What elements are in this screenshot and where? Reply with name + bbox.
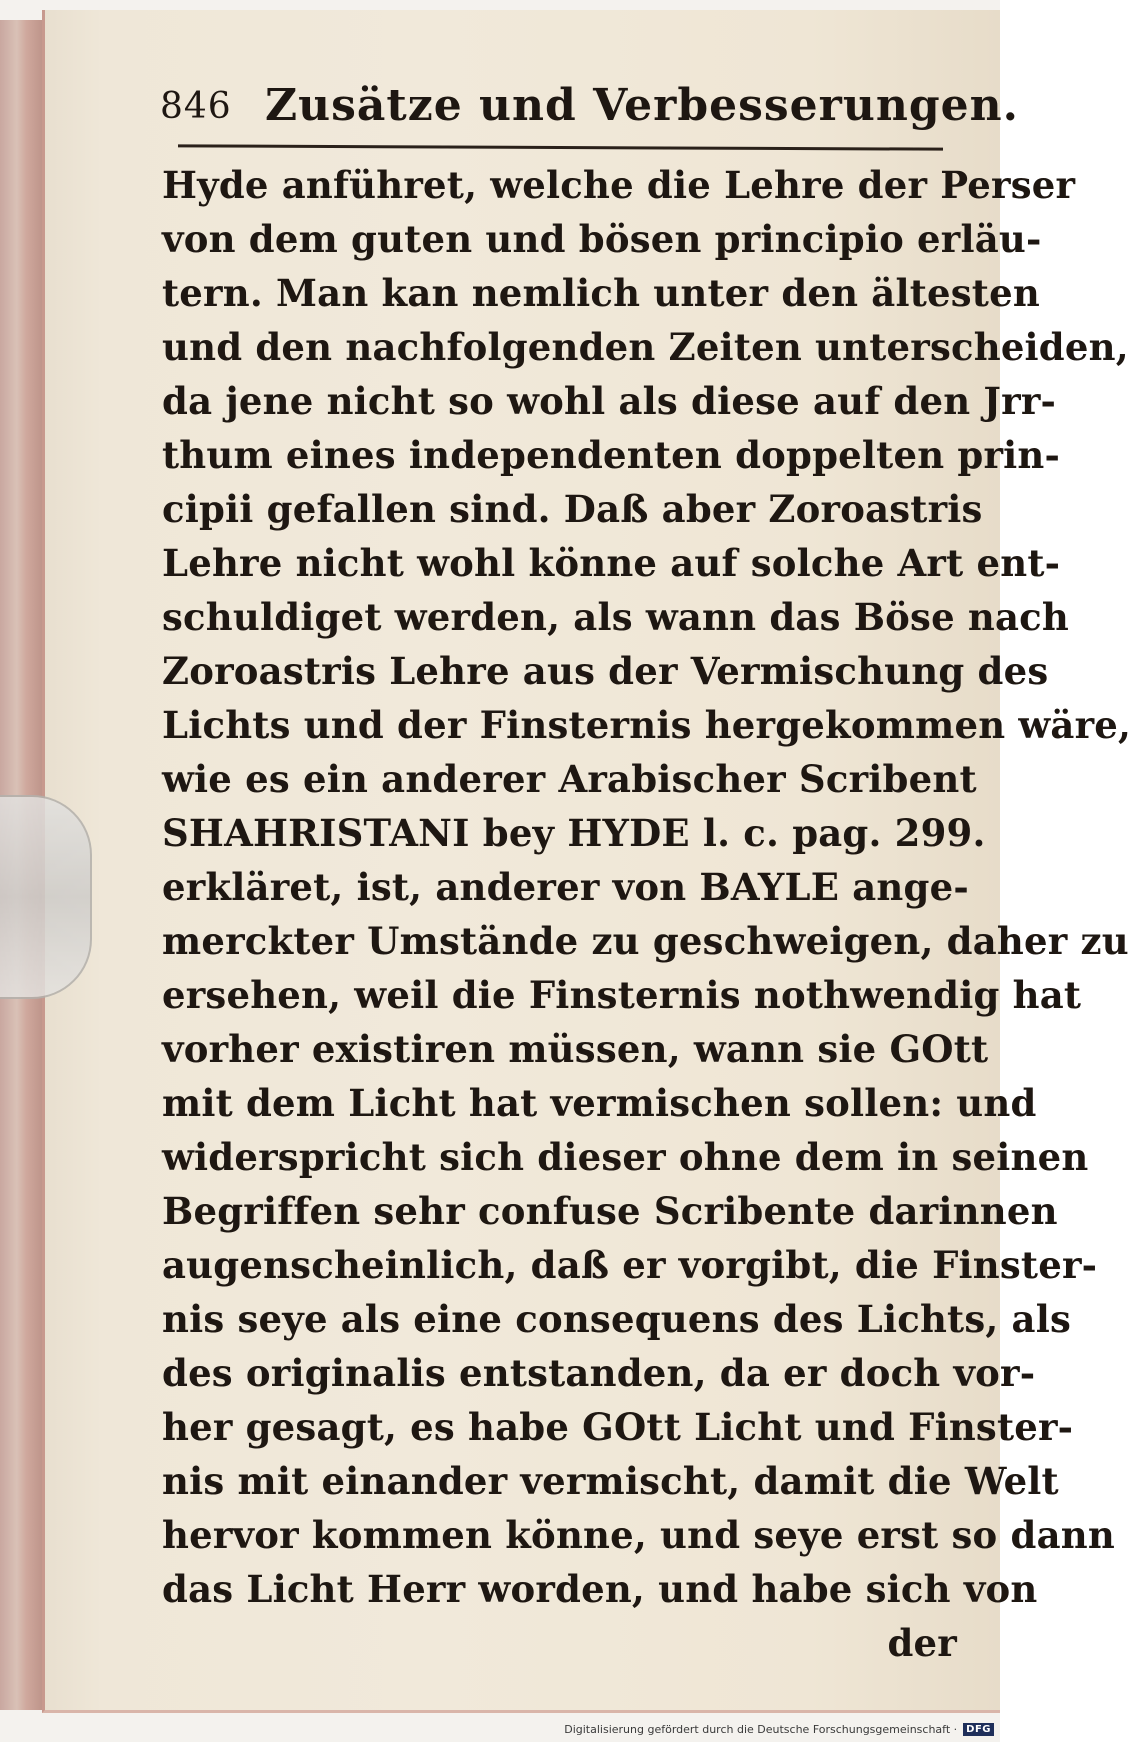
page-clip <box>0 795 92 999</box>
text-line: augenscheinlich, daß er vorgibt, die Finster- <box>162 1243 1098 1287</box>
text-line: merckter Umstände zu geschweigen, daher zu <box>162 919 1129 963</box>
text-line: erkläret, ist, anderer von BAYLE ange- <box>162 865 969 909</box>
text-line: schuldiget werden, als wann das Böse nach <box>162 595 1070 639</box>
digitization-credit <box>564 1720 994 1738</box>
text-line: SHAHRISTANI bey HYDE l. c. pag. 299. <box>162 811 986 855</box>
text-line: Begriffen sehr confuse Scribente darinnen <box>162 1189 1058 1233</box>
text-line: vorher existiren müssen, wann sie GOtt <box>162 1027 989 1071</box>
text-line: hervor kommen könne, und seye erst so dann <box>162 1513 1115 1557</box>
text-line: cipii gefallen sind. Daß aber Zoroastris <box>162 487 983 531</box>
running-head: Zusätze und Verbesserungen. <box>265 80 1019 131</box>
text-line: da jene nicht so wohl als diese auf den Jrr- <box>162 379 1057 423</box>
text-line: von dem guten und bösen principio erläu- <box>162 217 1042 261</box>
text-line: thum eines independenten doppelten prin- <box>162 433 1061 477</box>
page-number: 846 <box>160 86 232 127</box>
text-line: Lichts und der Finsternis hergekommen wäre, <box>162 703 1131 747</box>
text-line: her gesagt, es habe GOtt Licht und Finster- <box>162 1405 1074 1449</box>
text-line: wie es ein anderer Arabischer Scribent <box>162 757 977 801</box>
text-line: Hyde anführet, welche die Lehre der Perser <box>162 163 1076 207</box>
text-line: des originalis entstanden, da er doch vor- <box>162 1351 1036 1395</box>
text-line: Lehre nicht wohl könne auf solche Art ent- <box>162 541 1061 585</box>
catchword: der <box>887 1621 957 1665</box>
text-line: und den nachfolgenden Zeiten unterscheiden, <box>162 325 1129 369</box>
text-line: Zoroastris Lehre aus der Vermischung des <box>162 649 1049 693</box>
body-text <box>162 158 1131 1670</box>
dfg-logo: DFG <box>963 1723 994 1736</box>
page-header <box>160 78 1019 138</box>
text-line: tern. Man kan nemlich unter den ältesten <box>162 271 1040 315</box>
text-line: widerspricht sich dieser ohne dem in seinen <box>162 1135 1089 1179</box>
credit-text: Digitalisierung gefördert durch die Deutsche Forschungsgemeinschaft · <box>564 1722 958 1736</box>
text-line: mit dem Licht hat vermischen sollen: und <box>162 1081 1037 1125</box>
text-line: ersehen, weil die Finsternis nothwendig hat <box>162 973 1082 1017</box>
text-line: das Licht Herr worden, und habe sich von <box>162 1567 1038 1611</box>
text-line: nis seye als eine consequens des Lichts, als <box>162 1297 1071 1341</box>
text-line: nis mit einander vermischt, damit die Welt <box>162 1459 1059 1503</box>
